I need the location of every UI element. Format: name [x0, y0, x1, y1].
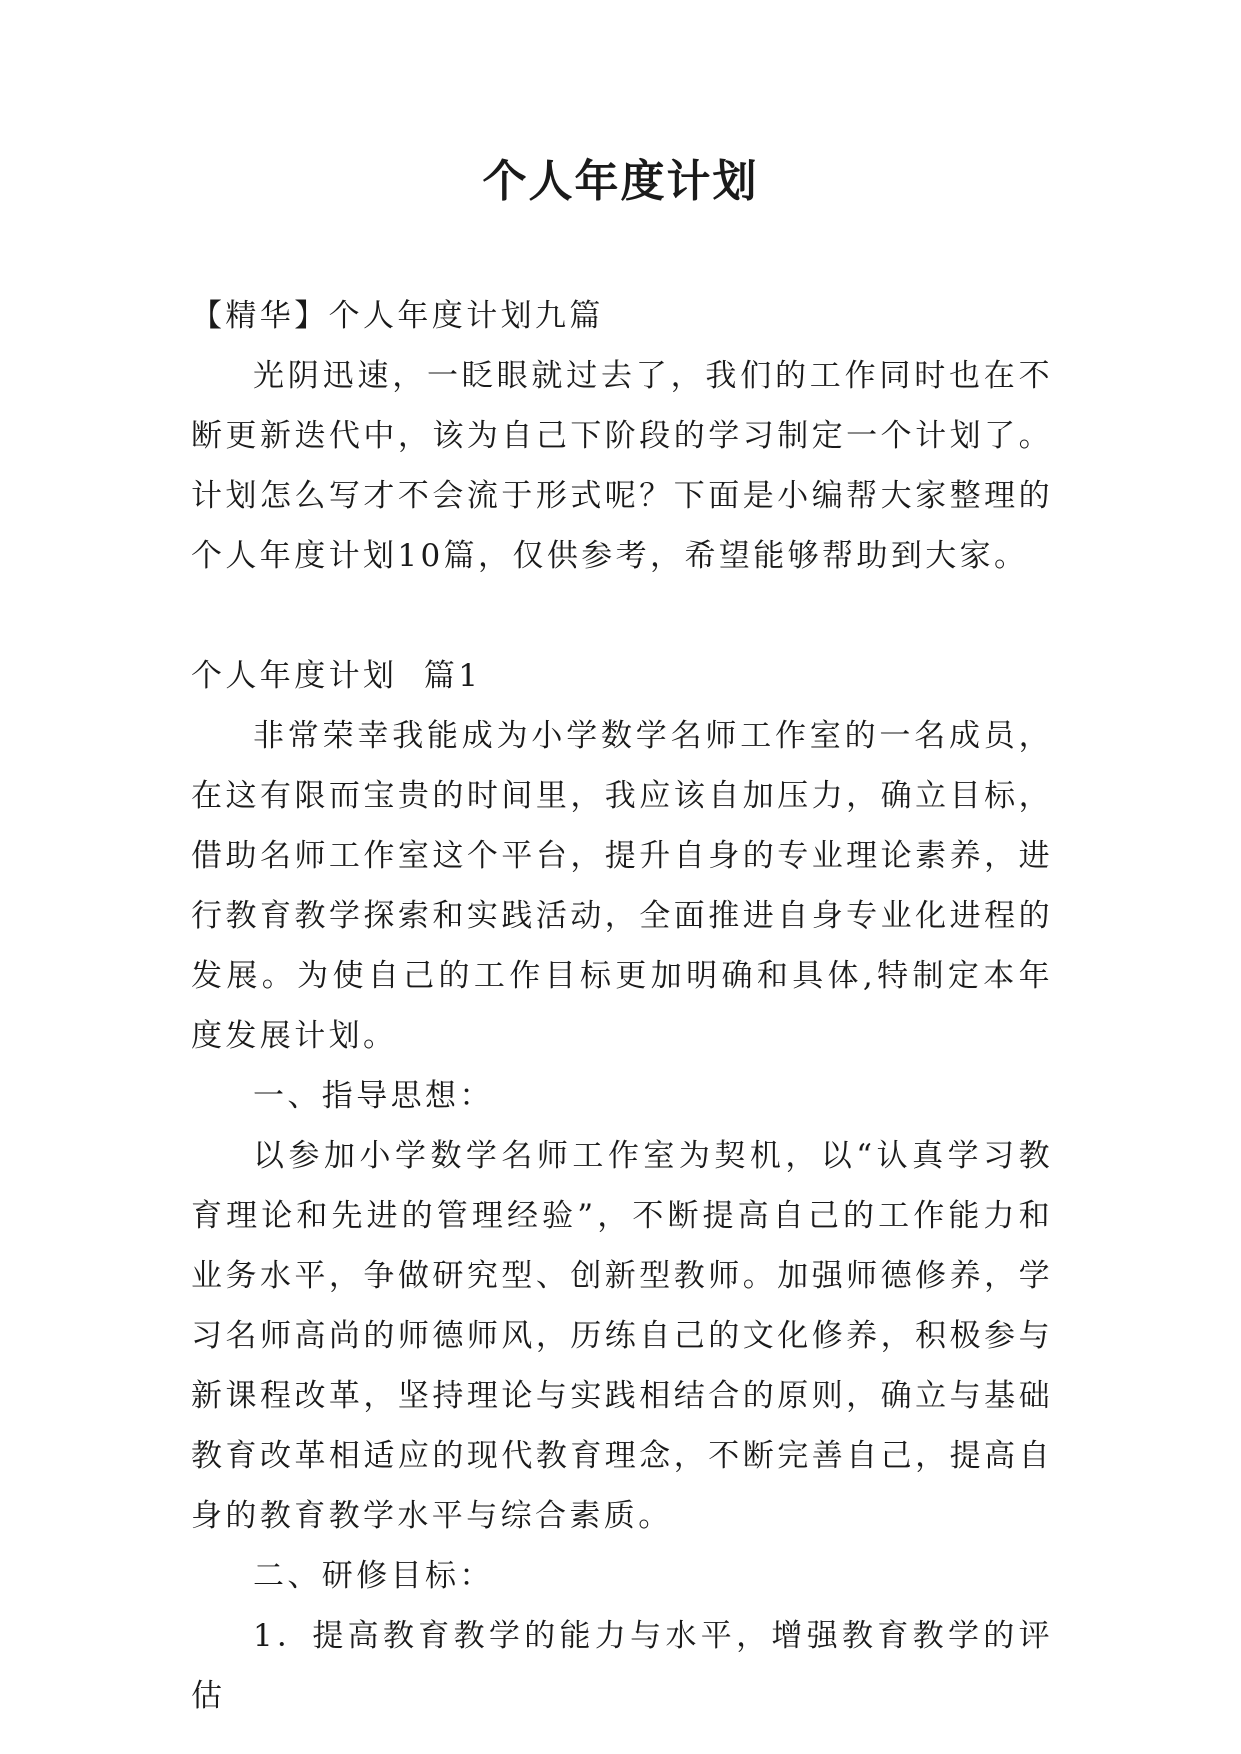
body-paragraph-2: 以参加小学数学名师工作室为契机，以“认真学习教育理论和先进的管理经验”，不断提高自己的工作能力和业务水平，争做研究型、创新型教师。加强师德修养，学习名师高尚的师德师风，历练自己的文化修养，积极参与新课程改革，坚持理论与实践相结合的原则，确立与基础教育改革相适应的现代教育理念，不断完善自己，提高自身的教育教学水平与综合素质。: [191, 1138, 1053, 1534]
list-item-1: 1．提高教育教学的能力与水平，增强教育教学的评估: [191, 1618, 1053, 1714]
heading-guiding-ideology: 一、指导思想：: [253, 1078, 494, 1114]
heading-study-goals: 二、研修目标：: [253, 1558, 494, 1594]
document-subtitle: 【精华】个人年度计划九篇: [191, 298, 604, 334]
section-heading: 个人年度计划 篇1: [191, 658, 482, 694]
page-title: 个人年度计划: [482, 156, 759, 207]
intro-paragraph: 光阴迅速，一眨眼就过去了，我们的工作同时也在不断更新迭代中，该为自己下阶段的学习制定一个计划了。计划怎么写才不会流于形式呢？下面是小编帮大家整理的个人年度计划10篇，仅供参考，希望能够帮助到大家。: [191, 358, 1053, 574]
document-body: [191, 286, 1053, 1726]
paragraph-gap: [191, 586, 1053, 646]
body-paragraph-1: 非常荣幸我能成为小学数学名师工作室的一名成员，在这有限而宝贵的时间里，我应该自加压力，确立目标，借助名师工作室这个平台，提升自身的专业理论素养，进行教育教学探索和实践活动，全面推进自身专业化进程的发展。为使自己的工作目标更加明确和具体,特制定本年度发展计划。: [191, 718, 1053, 1054]
